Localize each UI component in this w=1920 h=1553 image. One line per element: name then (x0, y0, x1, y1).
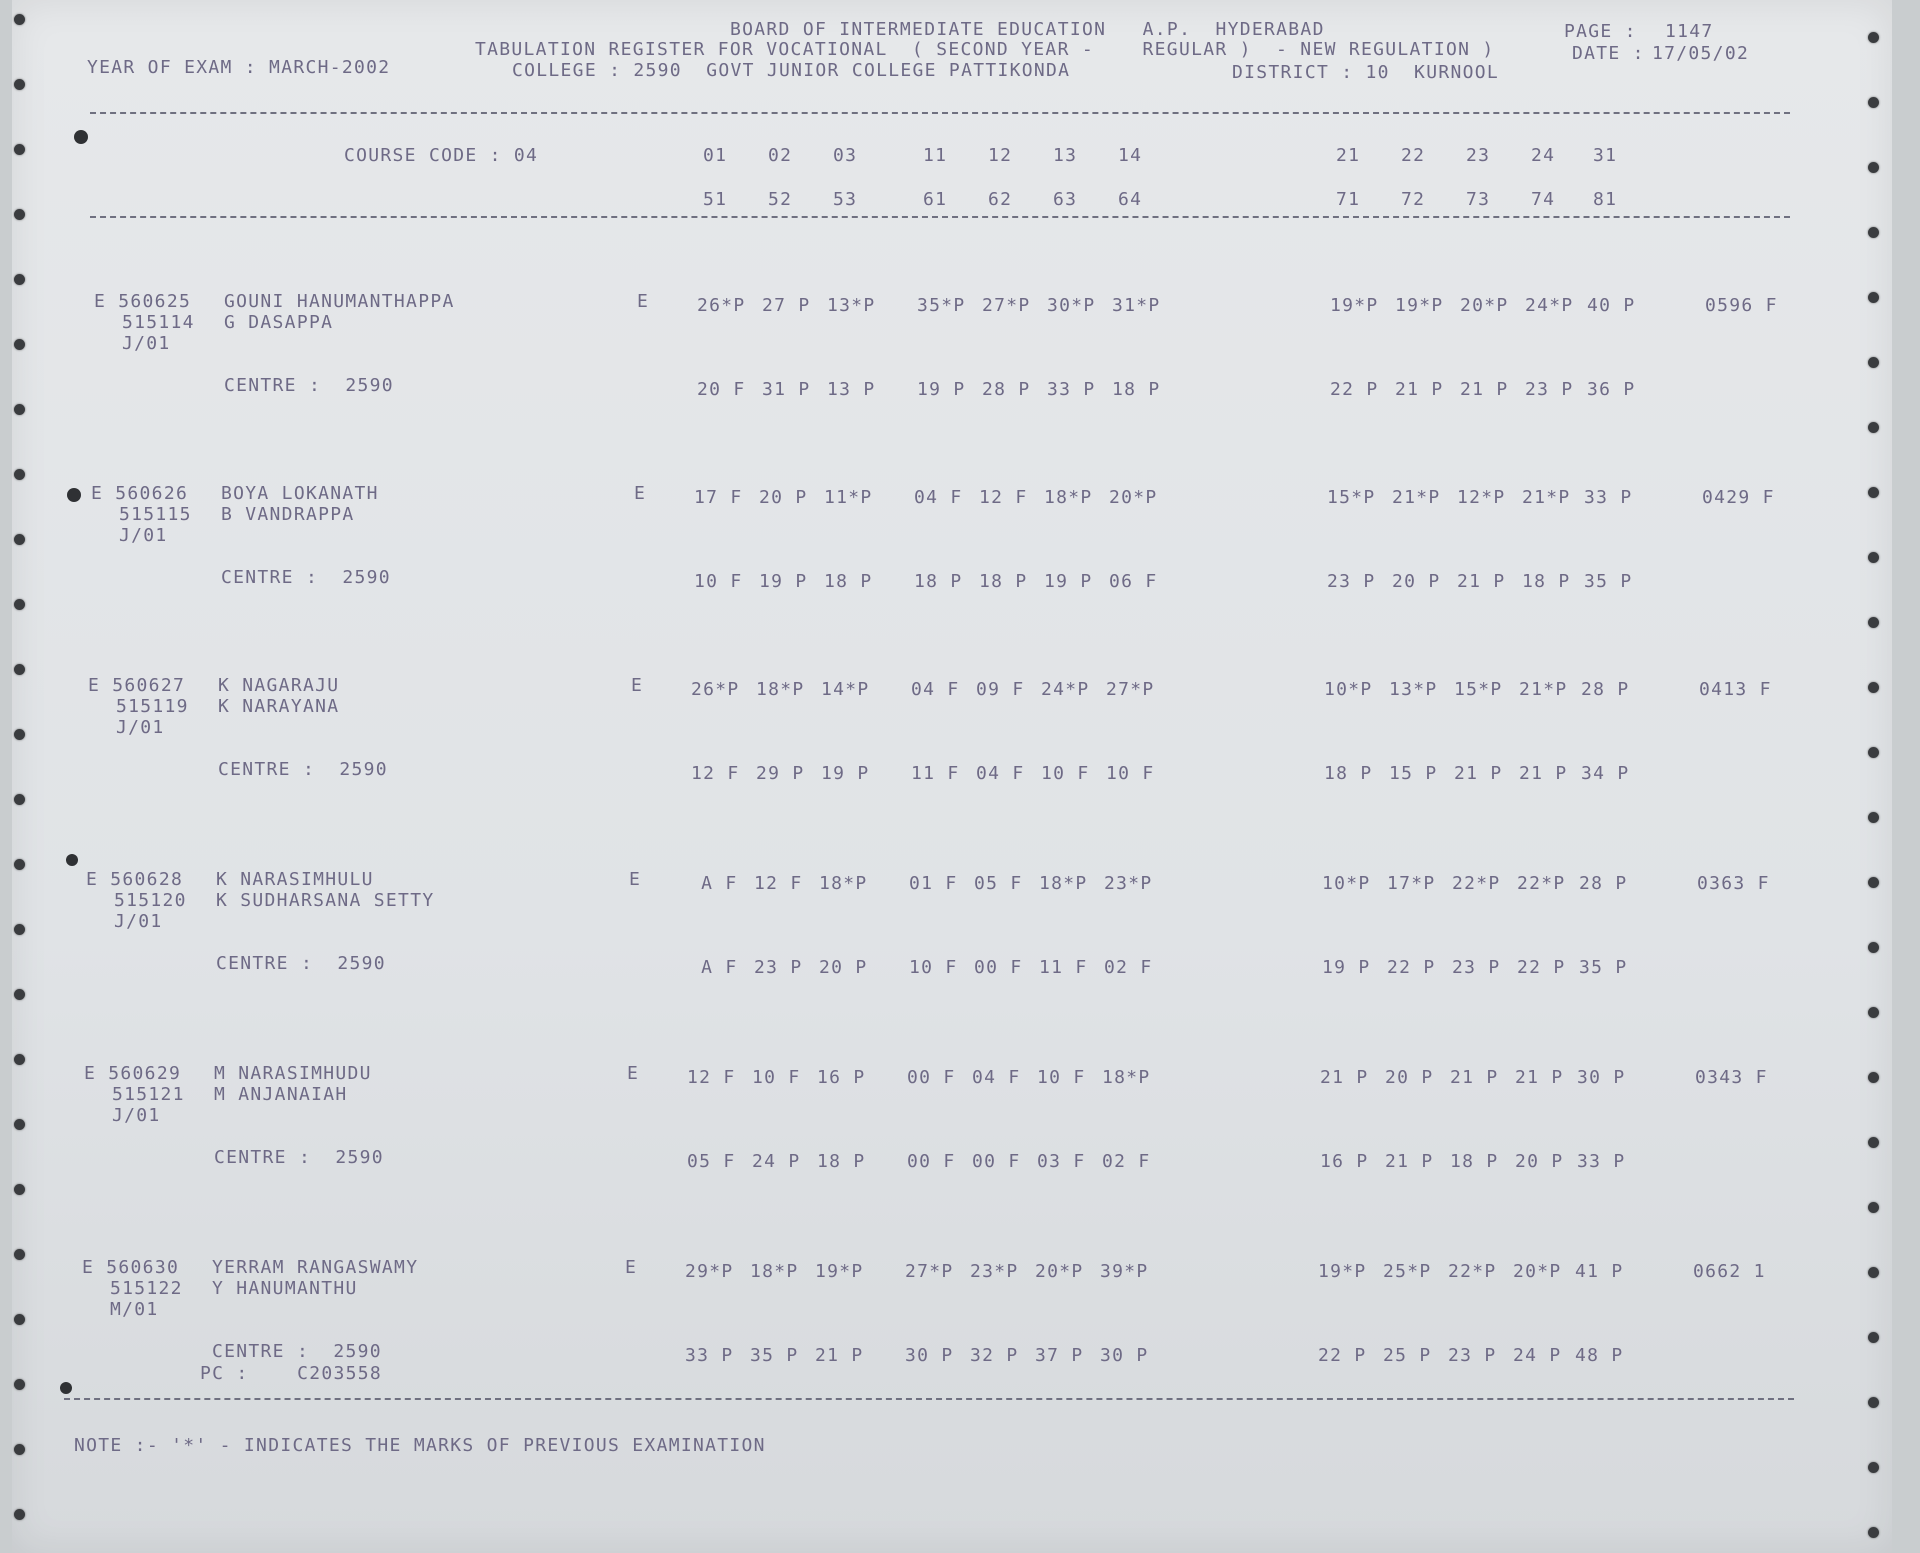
feed-hole (14, 1054, 25, 1065)
mark-current: 29*P (685, 1261, 734, 1282)
mark-previous: 21 P (1460, 379, 1509, 400)
mark-previous: 18 P (1112, 379, 1161, 400)
mark-previous: 23 P (1448, 1345, 1497, 1366)
mark-current: 18*P (750, 1261, 799, 1282)
feed-hole (1868, 227, 1879, 238)
mark-current: 35*P (917, 295, 966, 316)
feed-hole (1868, 292, 1879, 303)
feed-hole (14, 729, 25, 740)
centre: CENTRE : 2590 (218, 759, 388, 780)
feed-hole (1868, 942, 1879, 953)
centre: CENTRE : 2590 (221, 567, 391, 588)
mark-current: 26*P (697, 295, 746, 316)
mark-previous: 00 F (972, 1151, 1021, 1172)
subject-code: 12 (988, 145, 1013, 166)
roll-number: E 560625 (94, 291, 192, 312)
feed-hole (14, 274, 25, 285)
mark-previous: 29 P (756, 763, 805, 784)
college-line: COLLEGE : 2590 GOVT JUNIOR COLLEGE PATTIKONDA (512, 60, 1071, 81)
mark-previous: 04 F (976, 763, 1025, 784)
mark-current: 27*P (905, 1261, 954, 1282)
student-name: YERRAM RANGASWAMY (212, 1257, 419, 1278)
mark-previous: 18 P (1450, 1151, 1499, 1172)
mark-previous: 24 P (1513, 1345, 1562, 1366)
feed-hole (14, 1249, 25, 1260)
student-name: GOUNI HANUMANTHAPPA (224, 291, 455, 312)
subject-code: 72 (1401, 189, 1426, 210)
board-title: BOARD OF INTERMEDIATE EDUCATION A.P. HYDERABAD (730, 19, 1325, 40)
mark-previous: 18 P (914, 571, 963, 592)
mark-current: 20*P (1035, 1261, 1084, 1282)
student-name: K NAGARAJU (218, 675, 340, 696)
mark-current: 30 P (1577, 1067, 1626, 1088)
mark-previous: 22 P (1318, 1345, 1367, 1366)
course-code: COURSE CODE : 04 (344, 145, 539, 166)
mark-previous: 31 P (762, 379, 811, 400)
mark-current: 18*P (819, 873, 868, 894)
mark-previous: 22 P (1517, 957, 1566, 978)
mark-current: 13*P (827, 295, 876, 316)
mark-current: 26*P (691, 679, 740, 700)
mark-previous: 20 P (819, 957, 868, 978)
centre: CENTRE : 2590 (214, 1147, 384, 1168)
gender-section: J/01 (119, 525, 168, 546)
feed-hole (14, 989, 25, 1000)
feed-hole (14, 924, 25, 935)
feed-hole (1868, 682, 1879, 693)
mark-current: 12 F (754, 873, 803, 894)
feed-hole (1868, 1397, 1879, 1408)
feed-hole (14, 794, 25, 805)
mark-current: 23*P (1104, 873, 1153, 894)
mark-previous: 30 P (905, 1345, 954, 1366)
subject-code: 63 (1053, 189, 1078, 210)
student-code: 515120 (114, 890, 187, 911)
medium: E (629, 869, 642, 890)
mark-current: 12 F (687, 1067, 736, 1088)
page-number: 1147 (1665, 21, 1714, 42)
subject-code: 64 (1118, 189, 1143, 210)
roll-number: E 560628 (86, 869, 184, 890)
mark-previous: 11 F (1039, 957, 1088, 978)
mark-previous: 35 P (750, 1345, 799, 1366)
mark-previous: 23 P (1452, 957, 1501, 978)
mark-current: 24*P (1041, 679, 1090, 700)
mark-previous: 30 P (1100, 1345, 1149, 1366)
feed-hole (1868, 162, 1879, 173)
feed-hole (1868, 1137, 1879, 1148)
parent-name: G DASAPPA (224, 312, 334, 333)
mark-current: 40 P (1587, 295, 1636, 316)
punch-mark (60, 1382, 72, 1394)
medium: E (634, 483, 647, 504)
mark-current: 18*P (756, 679, 805, 700)
mark-previous: 06 F (1109, 571, 1158, 592)
feed-hole (1868, 97, 1879, 108)
mark-current: 20*P (1109, 487, 1158, 508)
mark-current: 21*P (1522, 487, 1571, 508)
mark-previous: 19 P (1044, 571, 1093, 592)
date-label: DATE : (1572, 43, 1645, 64)
mark-previous: 21 P (1385, 1151, 1434, 1172)
mark-previous: A F (689, 957, 738, 978)
subject-code: 31 (1593, 145, 1618, 166)
mark-previous: 02 F (1104, 957, 1153, 978)
medium: E (625, 1257, 638, 1278)
mark-current: 19*P (1318, 1261, 1367, 1282)
feed-hole (1868, 487, 1879, 498)
subject-code: 11 (923, 145, 948, 166)
pc-number: PC : C203558 (200, 1363, 383, 1384)
mark-current: 22*P (1448, 1261, 1497, 1282)
mark-current: 22*P (1517, 873, 1566, 894)
total-result: 0343 F (1695, 1067, 1768, 1088)
feed-hole (14, 1509, 25, 1520)
feed-hole (1868, 747, 1879, 758)
parent-name: M ANJANAIAH (214, 1084, 348, 1105)
feed-hole (1868, 1202, 1879, 1213)
student-code: 515121 (112, 1084, 185, 1105)
mark-previous: 16 P (1320, 1151, 1369, 1172)
gender-section: J/01 (112, 1105, 161, 1126)
feed-hole (14, 209, 25, 220)
subject-code: 74 (1531, 189, 1556, 210)
mark-current: 11*P (824, 487, 873, 508)
roll-number: E 560626 (91, 483, 189, 504)
mark-previous: 33 P (1577, 1151, 1626, 1172)
mark-previous: 23 P (1525, 379, 1574, 400)
subject-code: 14 (1118, 145, 1143, 166)
parent-name: Y HANUMANTHU (212, 1278, 358, 1299)
mark-previous: 18 P (1522, 571, 1571, 592)
mark-current: A F (689, 873, 738, 894)
mark-previous: 24 P (752, 1151, 801, 1172)
total-result: 0413 F (1699, 679, 1772, 700)
centre: CENTRE : 2590 (224, 375, 394, 396)
mark-current: 24*P (1525, 295, 1574, 316)
mark-current: 05 F (974, 873, 1023, 894)
feed-hole (14, 1184, 25, 1195)
mark-previous: 21 P (1454, 763, 1503, 784)
mark-previous: 02 F (1102, 1151, 1151, 1172)
medium: E (637, 291, 650, 312)
separator-top (90, 112, 1790, 114)
mark-previous: 34 P (1581, 763, 1630, 784)
subject-code: 61 (923, 189, 948, 210)
mark-current: 09 F (976, 679, 1025, 700)
register-title: TABULATION REGISTER FOR VOCATIONAL ( SECOND YEAR - REGULAR ) - NEW REGULATION ) (475, 39, 1495, 60)
parent-name: K NARAYANA (218, 696, 340, 717)
mark-previous: 19 P (759, 571, 808, 592)
mark-previous: 18 P (824, 571, 873, 592)
mark-previous: 22 P (1330, 379, 1379, 400)
mark-current: 31*P (1112, 295, 1161, 316)
mark-current: 10*P (1324, 679, 1373, 700)
total-result: 0429 F (1702, 487, 1775, 508)
subject-code: 73 (1466, 189, 1491, 210)
mark-current: 21 P (1450, 1067, 1499, 1088)
feed-hole (14, 79, 25, 90)
mark-previous: 21 P (815, 1345, 864, 1366)
subject-code: 53 (833, 189, 858, 210)
total-result: 0662 1 (1693, 1261, 1766, 1282)
feed-hole (1868, 1462, 1879, 1473)
gender-section: M/01 (110, 1299, 159, 1320)
mark-current: 04 F (914, 487, 963, 508)
separator-header (90, 216, 1790, 218)
mark-previous: 20 P (1392, 571, 1441, 592)
mark-current: 18*P (1039, 873, 1088, 894)
subject-code: 23 (1466, 145, 1491, 166)
mark-current: 12 F (979, 487, 1028, 508)
mark-current: 20 P (759, 487, 808, 508)
mark-previous: 20 F (697, 379, 746, 400)
mark-current: 04 F (972, 1067, 1021, 1088)
mark-current: 10*P (1322, 873, 1371, 894)
mark-current: 25*P (1383, 1261, 1432, 1282)
mark-previous: 25 P (1383, 1345, 1432, 1366)
subject-code: 51 (703, 189, 728, 210)
feed-hole (1868, 1527, 1879, 1538)
mark-previous: 10 F (694, 571, 743, 592)
feed-hole (14, 14, 25, 25)
footer-note: NOTE :- '*' - INDICATES THE MARKS OF PREVIOUS EXAMINATION (74, 1435, 766, 1456)
centre: CENTRE : 2590 (212, 1341, 382, 1362)
mark-previous: 11 F (911, 763, 960, 784)
mark-previous: 00 F (907, 1151, 956, 1172)
medium: E (627, 1063, 640, 1084)
mark-previous: 21 P (1395, 379, 1444, 400)
mark-previous: 00 F (974, 957, 1023, 978)
mark-previous: 19 P (1322, 957, 1371, 978)
mark-current: 15*P (1454, 679, 1503, 700)
subject-code: 81 (1593, 189, 1618, 210)
punch-mark (66, 854, 78, 866)
subject-code: 02 (768, 145, 793, 166)
mark-current: 39*P (1100, 1261, 1149, 1282)
mark-previous: 35 P (1584, 571, 1633, 592)
total-result: 0596 F (1705, 295, 1778, 316)
parent-name: K SUDHARSANA SETTY (216, 890, 435, 911)
punch-mark (74, 130, 88, 144)
feed-hole (14, 469, 25, 480)
year-of-exam: YEAR OF EXAM : MARCH-2002 (87, 57, 391, 78)
feed-hole (14, 1444, 25, 1455)
mark-current: 30*P (1047, 295, 1096, 316)
subject-code: 24 (1531, 145, 1556, 166)
mark-previous: 21 P (1457, 571, 1506, 592)
feed-hole (1868, 552, 1879, 563)
mark-current: 01 F (909, 873, 958, 894)
subject-code: 71 (1336, 189, 1361, 210)
student-name: M NARASIMHUDU (214, 1063, 372, 1084)
mark-current: 18*P (1102, 1067, 1151, 1088)
mark-previous: 37 P (1035, 1345, 1084, 1366)
mark-current: 10 F (1037, 1067, 1086, 1088)
mark-current: 17 F (694, 487, 743, 508)
mark-previous: 48 P (1575, 1345, 1624, 1366)
mark-previous: 23 P (1327, 571, 1376, 592)
parent-name: B VANDRAPPA (221, 504, 355, 525)
mark-previous: 33 P (1047, 379, 1096, 400)
tabulation-register-sheet (12, 0, 1892, 1553)
feed-hole (14, 1119, 25, 1130)
mark-previous: 23 P (754, 957, 803, 978)
roll-number: E 560627 (88, 675, 186, 696)
mark-current: 27*P (1106, 679, 1155, 700)
mark-previous: 03 F (1037, 1151, 1086, 1172)
feed-hole (1868, 32, 1879, 43)
mark-previous: 19 P (821, 763, 870, 784)
mark-current: 04 F (911, 679, 960, 700)
mark-current: 21 P (1515, 1067, 1564, 1088)
tractor-feed-holes-left (12, 0, 26, 1553)
punch-mark (67, 488, 81, 502)
feed-hole (1868, 1007, 1879, 1018)
mark-previous: 18 P (979, 571, 1028, 592)
centre: CENTRE : 2590 (216, 953, 386, 974)
mark-current: 28 P (1579, 873, 1628, 894)
subject-code: 01 (703, 145, 728, 166)
mark-current: 28 P (1581, 679, 1630, 700)
subject-code: 22 (1401, 145, 1426, 166)
feed-hole (14, 664, 25, 675)
mark-previous: 13 P (827, 379, 876, 400)
mark-current: 27*P (982, 295, 1031, 316)
subject-code: 52 (768, 189, 793, 210)
mark-previous: 12 F (691, 763, 740, 784)
mark-current: 18*P (1044, 487, 1093, 508)
mark-current: 21*P (1392, 487, 1441, 508)
feed-hole (1868, 1332, 1879, 1343)
medium: E (631, 675, 644, 696)
separator-bottom (64, 1398, 1794, 1400)
student-code: 515115 (119, 504, 192, 525)
page-label: PAGE : (1564, 21, 1637, 42)
mark-previous: 15 P (1389, 763, 1438, 784)
feed-hole (14, 339, 25, 350)
mark-previous: 22 P (1387, 957, 1436, 978)
mark-current: 15*P (1327, 487, 1376, 508)
mark-previous: 10 F (1106, 763, 1155, 784)
feed-hole (1868, 617, 1879, 628)
feed-hole (1868, 1072, 1879, 1083)
mark-current: 27 P (762, 295, 811, 316)
roll-number: E 560630 (82, 1257, 180, 1278)
mark-previous: 36 P (1587, 379, 1636, 400)
mark-current: 19*P (1330, 295, 1379, 316)
mark-current: 19*P (815, 1261, 864, 1282)
feed-hole (14, 144, 25, 155)
mark-current: 16 P (817, 1067, 866, 1088)
mark-current: 14*P (821, 679, 870, 700)
mark-current: 23*P (970, 1261, 1019, 1282)
subject-code: 13 (1053, 145, 1078, 166)
feed-hole (14, 1379, 25, 1390)
mark-previous: 18 P (817, 1151, 866, 1172)
mark-previous: 20 P (1515, 1151, 1564, 1172)
mark-previous: 19 P (917, 379, 966, 400)
roll-number: E 560629 (84, 1063, 182, 1084)
feed-hole (1868, 357, 1879, 368)
student-code: 515119 (116, 696, 189, 717)
feed-hole (1868, 877, 1879, 888)
mark-current: 22*P (1452, 873, 1501, 894)
student-code: 515114 (122, 312, 195, 333)
mark-previous: 21 P (1519, 763, 1568, 784)
subject-code: 62 (988, 189, 1013, 210)
mark-current: 21 P (1320, 1067, 1369, 1088)
date-value: 17/05/02 (1652, 43, 1750, 64)
feed-hole (14, 859, 25, 870)
feed-hole (14, 599, 25, 610)
mark-previous: 18 P (1324, 763, 1373, 784)
student-name: BOYA LOKANATH (221, 483, 379, 504)
subject-code: 21 (1336, 145, 1361, 166)
feed-hole (14, 534, 25, 545)
gender-section: J/01 (114, 911, 163, 932)
tractor-feed-holes-right (1868, 0, 1882, 1553)
mark-current: 13*P (1389, 679, 1438, 700)
mark-previous: 28 P (982, 379, 1031, 400)
mark-current: 12*P (1457, 487, 1506, 508)
mark-current: 21*P (1519, 679, 1568, 700)
feed-hole (1868, 422, 1879, 433)
district-line: DISTRICT : 10 KURNOOL (1232, 62, 1500, 83)
feed-hole (14, 404, 25, 415)
mark-previous: 35 P (1579, 957, 1628, 978)
mark-current: 20*P (1460, 295, 1509, 316)
gender-section: J/01 (116, 717, 165, 738)
mark-current: 00 F (907, 1067, 956, 1088)
mark-previous: 33 P (685, 1345, 734, 1366)
mark-current: 20 P (1385, 1067, 1434, 1088)
feed-hole (14, 1314, 25, 1325)
mark-current: 20*P (1513, 1261, 1562, 1282)
mark-current: 41 P (1575, 1261, 1624, 1282)
subject-code: 03 (833, 145, 858, 166)
mark-previous: 10 F (909, 957, 958, 978)
mark-current: 33 P (1584, 487, 1633, 508)
mark-previous: 32 P (970, 1345, 1019, 1366)
student-name: K NARASIMHULU (216, 869, 374, 890)
mark-previous: 10 F (1041, 763, 1090, 784)
mark-current: 10 F (752, 1067, 801, 1088)
student-code: 515122 (110, 1278, 183, 1299)
mark-previous: 05 F (687, 1151, 736, 1172)
total-result: 0363 F (1697, 873, 1770, 894)
gender-section: J/01 (122, 333, 171, 354)
feed-hole (1868, 812, 1879, 823)
mark-current: 19*P (1395, 295, 1444, 316)
mark-current: 17*P (1387, 873, 1436, 894)
feed-hole (1868, 1267, 1879, 1278)
